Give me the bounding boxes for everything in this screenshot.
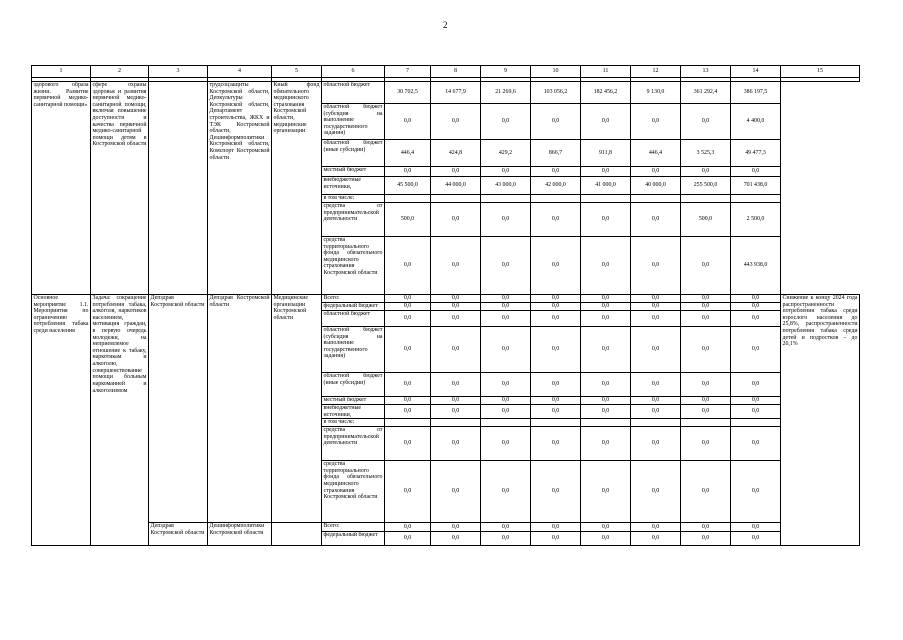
value-cell	[481, 195, 531, 203]
value-cell: 0,0	[385, 237, 431, 295]
value-cell: 0,0	[731, 167, 781, 177]
value-cell: 0,0	[631, 203, 681, 237]
value-cell: 0,0	[581, 203, 631, 237]
value-cell: 0,0	[385, 405, 431, 419]
executor-cell: Депздрав Костромской области	[149, 295, 208, 523]
funding-source-cell: местный бюджет	[322, 397, 385, 405]
value-cell	[431, 419, 481, 427]
value-cell: 0,0	[531, 295, 581, 303]
value-cell: 0,0	[481, 523, 531, 532]
value-cell: 0,0	[385, 532, 431, 546]
value-cell: 0,0	[385, 311, 431, 327]
value-cell: 0,0	[631, 523, 681, 532]
funding-source-cell: в том числе:	[322, 195, 385, 203]
value-cell: 0,0	[631, 397, 681, 405]
value-cell: 0,0	[731, 427, 781, 461]
value-cell	[481, 419, 531, 427]
value-cell: 0,0	[581, 327, 631, 373]
value-cell: 30 702,5	[385, 82, 431, 104]
value-cell: 0,0	[731, 523, 781, 532]
value-cell: 0,0	[681, 532, 731, 546]
funding-source-cell: Всего:	[322, 295, 385, 303]
value-cell: 0,0	[731, 311, 781, 327]
funding-table	[31, 65, 860, 546]
value-cell: 44 000,0	[431, 177, 481, 195]
table-row	[32, 295, 860, 303]
value-cell: 3 525,3	[681, 140, 731, 167]
value-cell: 0,0	[385, 327, 431, 373]
value-cell: 0,0	[731, 532, 781, 546]
funding-source-cell: средства от предпринимательской деятельности	[322, 203, 385, 237]
value-cell	[681, 419, 731, 427]
value-cell: 0,0	[481, 203, 531, 237]
program-name-cell: здорового образа жизни. Развитие первичной медико-санитарной помощи»	[32, 82, 91, 295]
value-cell: 0,0	[631, 104, 681, 140]
participants-cell: Медицинские организации Костромской области	[272, 295, 322, 523]
value-cell: 0,0	[431, 167, 481, 177]
executors-cell: трудсоцзащиты Костромской области, Депкультуры Костромской области, Департамент строительства, ЖКХ и ТЭК Костромской области, Дешинформполитики Костромской области, Комспорт Костромской области	[208, 82, 272, 295]
value-cell: 42 000,0	[531, 177, 581, 195]
value-cell: 0,0	[531, 104, 581, 140]
funding-source-cell: областной бюджет	[322, 82, 385, 104]
value-cell: 0,0	[681, 461, 731, 523]
value-cell: 0,0	[581, 461, 631, 523]
value-cell: 0,0	[431, 461, 481, 523]
header-cell: 12	[631, 66, 681, 78]
value-cell: 0,0	[681, 295, 731, 303]
value-cell: 45 500,0	[385, 177, 431, 195]
header-cell: 7	[385, 66, 431, 78]
value-cell: 40 000,0	[631, 177, 681, 195]
value-cell: 0,0	[531, 397, 581, 405]
value-cell: 0,0	[481, 427, 531, 461]
funding-source-cell: областной бюджет	[322, 311, 385, 327]
value-cell: 0,0	[431, 532, 481, 546]
funding-source-cell: внебюджетные источники,	[322, 405, 385, 419]
header-cell: 11	[581, 66, 631, 78]
value-cell: 0,0	[385, 461, 431, 523]
value-cell: 0,0	[681, 405, 731, 419]
value-cell: 0,0	[531, 427, 581, 461]
value-cell: 0,0	[581, 311, 631, 327]
value-cell: 0,0	[581, 523, 631, 532]
value-cell: 0,0	[531, 532, 581, 546]
value-cell	[531, 195, 581, 203]
funding-source-cell: областной бюджет (субсидия на выполнение государственного задания)	[322, 104, 385, 140]
value-cell: 103 056,2	[531, 82, 581, 104]
value-cell: 0,0	[385, 303, 431, 311]
value-cell: 0,0	[731, 295, 781, 303]
value-cell: 0,0	[631, 327, 681, 373]
header-cell: 15	[781, 66, 860, 78]
funding-source-cell: областной бюджет (иные субсидии)	[322, 373, 385, 397]
value-cell: 0,0	[631, 295, 681, 303]
value-cell: 0,0	[581, 532, 631, 546]
value-cell	[385, 419, 431, 427]
value-cell: 9 130,0	[631, 82, 681, 104]
funding-source-cell: федеральный бюджет	[322, 532, 385, 546]
value-cell: 0,0	[431, 327, 481, 373]
value-cell: 0,0	[481, 311, 531, 327]
value-cell: 0,0	[385, 427, 431, 461]
value-cell: 0,0	[631, 373, 681, 397]
activity-name-cell: Основное мероприятие 1.1. Мероприятия по ограничению потребления табака среди населения	[32, 295, 91, 546]
header-cell: 9	[481, 66, 531, 78]
value-cell: 866,7	[531, 140, 581, 167]
table-row	[32, 523, 860, 532]
value-cell: 0,0	[431, 427, 481, 461]
value-cell: 429,2	[481, 140, 531, 167]
value-cell: 0,0	[731, 327, 781, 373]
value-cell: 446,4	[385, 140, 431, 167]
funding-source-cell: средства от предпринимательской деятельности	[322, 427, 385, 461]
value-cell: 0,0	[731, 303, 781, 311]
funding-source-cell: средства территориального фонда обязательного медицинского страхования Костромской области	[322, 237, 385, 295]
value-cell: 4 400,0	[731, 104, 781, 140]
value-cell	[431, 195, 481, 203]
value-cell: 0,0	[581, 405, 631, 419]
value-cell: 255 500,0	[681, 177, 731, 195]
value-cell: 0,0	[385, 295, 431, 303]
value-cell	[731, 419, 781, 427]
participants-cell: Кный фонд обязательного медицинского страхования Костромской области, медицинские организации	[272, 82, 322, 295]
value-cell: 500,0	[681, 203, 731, 237]
value-cell: 0,0	[385, 397, 431, 405]
value-cell: 0,0	[531, 461, 581, 523]
executors-cell: Дешинформполитики Костромской области	[208, 523, 272, 546]
value-cell: 0,0	[581, 167, 631, 177]
value-cell: 0,0	[681, 167, 731, 177]
value-cell: 0,0	[631, 303, 681, 311]
value-cell: 0,0	[581, 427, 631, 461]
header-row	[32, 66, 860, 78]
value-cell: 911,8	[581, 140, 631, 167]
value-cell: 0,0	[681, 397, 731, 405]
value-cell: 0,0	[481, 397, 531, 405]
value-cell	[385, 195, 431, 203]
value-cell: 41 000,0	[581, 177, 631, 195]
value-cell: 0,0	[581, 237, 631, 295]
value-cell: 0,0	[431, 405, 481, 419]
value-cell: 0,0	[481, 303, 531, 311]
value-cell: 0,0	[631, 237, 681, 295]
value-cell: 0,0	[681, 523, 731, 532]
value-cell: 0,0	[581, 303, 631, 311]
value-cell: 0,0	[385, 167, 431, 177]
value-cell	[581, 419, 631, 427]
empty-cell	[272, 523, 322, 546]
value-cell: 0,0	[481, 167, 531, 177]
value-cell: 0,0	[431, 295, 481, 303]
header-cell: 13	[681, 66, 731, 78]
empty-cell	[149, 82, 208, 295]
header-cell: 1	[32, 66, 91, 78]
value-cell: 0,0	[431, 237, 481, 295]
value-cell: 446,4	[631, 140, 681, 167]
header-cell: 8	[431, 66, 481, 78]
value-cell: 0,0	[431, 104, 481, 140]
table-row	[32, 82, 860, 104]
value-cell: 443 938,0	[731, 237, 781, 295]
value-cell: 21 269,6	[481, 82, 531, 104]
header-cell: 6	[322, 66, 385, 78]
value-cell: 0,0	[681, 373, 731, 397]
funding-source-cell: областной бюджет (субсидия на выполнение государственного задания)	[322, 327, 385, 373]
value-cell	[631, 195, 681, 203]
value-cell: 0,0	[481, 237, 531, 295]
value-cell: 0,0	[581, 295, 631, 303]
value-cell: 0,0	[481, 461, 531, 523]
header-cell: 2	[91, 66, 149, 78]
value-cell: 0,0	[731, 405, 781, 419]
value-cell: 0,0	[481, 104, 531, 140]
value-cell	[531, 419, 581, 427]
value-cell: 0,0	[531, 405, 581, 419]
value-cell: 0,0	[481, 327, 531, 373]
value-cell: 49 477,3	[731, 140, 781, 167]
value-cell: 0,0	[681, 327, 731, 373]
value-cell: 0,0	[731, 397, 781, 405]
funding-source-cell: внебюджетные источники,	[322, 177, 385, 195]
value-cell: 0,0	[631, 311, 681, 327]
value-cell: 701 438,0	[731, 177, 781, 195]
funding-source-cell: областной бюджет (иные субсидии)	[322, 140, 385, 167]
value-cell: 0,0	[431, 311, 481, 327]
value-cell: 0,0	[631, 532, 681, 546]
value-cell: 0,0	[681, 104, 731, 140]
value-cell: 0,0	[581, 104, 631, 140]
value-cell: 0,0	[481, 532, 531, 546]
value-cell: 0,0	[431, 373, 481, 397]
value-cell: 0,0	[531, 237, 581, 295]
value-cell: 0,0	[431, 203, 481, 237]
funding-source-cell: местный бюджет	[322, 167, 385, 177]
value-cell: 0,0	[531, 167, 581, 177]
funding-source-cell: федеральный бюджет	[322, 303, 385, 311]
value-cell: 0,0	[731, 461, 781, 523]
task-cell: Задача: сокращение потребления табака, алкоголя, наркотиков населением, мотивация граждан, в первую очередь молодежи, на неприемлемое отношение к табаку, наркотикам и алкоголю, совершенствование помощи больным наркоманией и алкоголизмом	[91, 295, 149, 546]
value-cell: 0,0	[481, 373, 531, 397]
value-cell: 0,0	[631, 405, 681, 419]
value-cell: 0,0	[681, 311, 731, 327]
executor-cell: Депздрав Костромской области	[149, 523, 208, 546]
value-cell: 0,0	[681, 237, 731, 295]
funding-source-cell: в том числе:	[322, 419, 385, 427]
value-cell: 500,0	[385, 203, 431, 237]
value-cell: 0,0	[481, 405, 531, 419]
value-cell: 43 000,0	[481, 177, 531, 195]
value-cell: 0,0	[531, 373, 581, 397]
value-cell	[681, 195, 731, 203]
value-cell: 0,0	[385, 373, 431, 397]
expected-result-cell: Снижение к концу 2024 года распространенности потребления табака среди взрослого населения до 25,8%, распространенности потребления табака среди детей и подростков – до 20,1%	[781, 295, 860, 546]
value-cell: 0,0	[681, 427, 731, 461]
value-cell: 0,0	[631, 461, 681, 523]
value-cell	[631, 419, 681, 427]
value-cell: 2 500,0	[731, 203, 781, 237]
value-cell: 386 197,5	[731, 82, 781, 104]
value-cell: 0,0	[385, 104, 431, 140]
funding-source-cell: Всего:	[322, 523, 385, 532]
value-cell: 0,0	[431, 523, 481, 532]
value-cell: 0,0	[531, 311, 581, 327]
value-cell: 0,0	[385, 523, 431, 532]
value-cell	[731, 195, 781, 203]
header-cell: 4	[208, 66, 272, 78]
value-cell: 424,8	[431, 140, 481, 167]
value-cell	[581, 195, 631, 203]
page-number: 2	[443, 20, 448, 30]
value-cell: 0,0	[731, 373, 781, 397]
value-cell: 182 456,2	[581, 82, 631, 104]
value-cell: 0,0	[431, 303, 481, 311]
header-cell: 3	[149, 66, 208, 78]
value-cell: 0,0	[581, 397, 631, 405]
value-cell: 14 677,9	[431, 82, 481, 104]
value-cell: 0,0	[531, 327, 581, 373]
value-cell: 0,0	[431, 397, 481, 405]
value-cell: 0,0	[531, 203, 581, 237]
value-cell: 0,0	[581, 373, 631, 397]
value-cell: 0,0	[481, 295, 531, 303]
value-cell: 0,0	[531, 523, 581, 532]
value-cell: 0,0	[631, 427, 681, 461]
header-cell: 5	[272, 66, 322, 78]
funding-source-cell: средства территориального фонда обязательного медицинского страхования Костромской области	[322, 461, 385, 523]
value-cell: 361 292,4	[681, 82, 731, 104]
value-cell: 0,0	[631, 167, 681, 177]
header-cell: 10	[531, 66, 581, 78]
task-cell: сфере охраны здоровья и развития первичной медико-санитарной помощи, включая повышение доступности и качества первичной медико-санитарной помощи детям в Костромской области	[91, 82, 149, 295]
value-cell: 0,0	[681, 303, 731, 311]
value-cell: 0,0	[531, 303, 581, 311]
header-cell: 14	[731, 66, 781, 78]
executors-cell: Депздрав Костромской области	[208, 295, 272, 523]
